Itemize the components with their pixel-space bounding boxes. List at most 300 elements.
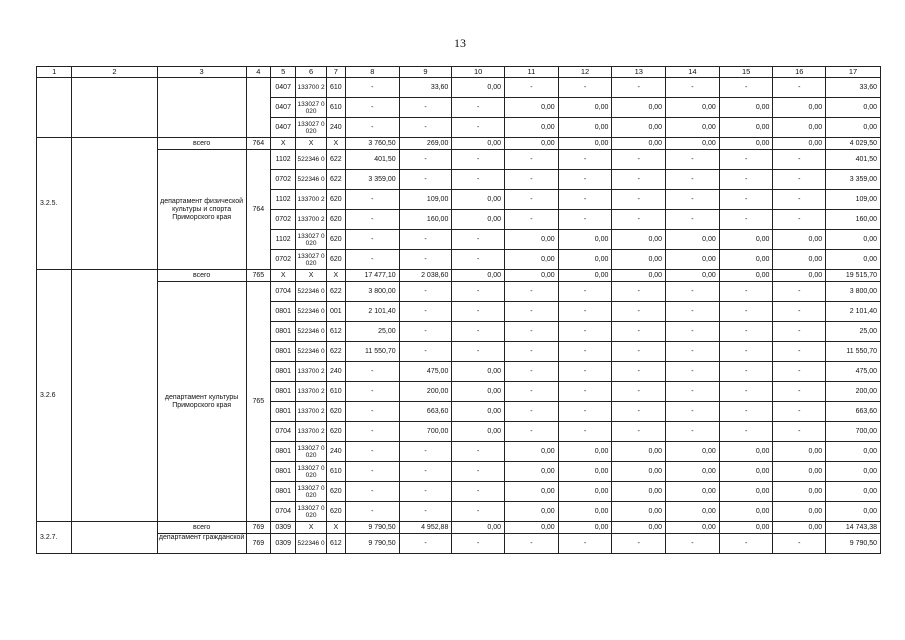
expense-type: 610 [326,382,345,402]
value-cell: - [345,190,399,210]
expense-type: 610 [326,98,345,118]
value-cell: 33,60 [399,78,452,98]
value-cell: 2 101,40 [345,302,399,322]
expense-type: 622 [326,170,345,190]
value-cell: 0,00 [612,462,666,482]
section-code: 1102 [271,150,296,170]
section-code: 0801 [271,302,296,322]
target-code: 522346 0 [296,150,326,170]
value-cell: - [719,150,773,170]
department-name: департамент физической культуры и спорта Приморского края [157,150,246,270]
total-value: 2 038,60 [399,270,452,282]
target-code: 133700 2 [296,362,326,382]
target-code: 522346 0 [296,322,326,342]
value-cell: - [345,502,399,522]
value-cell: - [612,534,666,554]
expense-type: 610 [326,78,345,98]
value-cell: - [719,210,773,230]
value-cell: 700,00 [399,422,452,442]
expense-type: 620 [326,190,345,210]
expense-type: 620 [326,482,345,502]
value-cell: 2 101,40 [826,302,881,322]
value-cell: - [773,322,826,342]
section-code: 1102 [271,190,296,210]
value-cell: - [345,402,399,422]
value-cell: 3 800,00 [826,282,881,302]
total-c7: X [326,270,345,282]
value-cell: - [666,322,720,342]
col2-empty [72,78,157,138]
value-cell: - [719,322,773,342]
value-cell: - [612,422,666,442]
value-cell: - [452,150,505,170]
value-cell: 0,00 [719,98,773,118]
value-cell: - [399,250,452,270]
target-code: 133700 2 [296,382,326,402]
value-cell: 0,00 [452,210,505,230]
section-code: 0407 [271,98,296,118]
value-cell: 0,00 [773,442,826,462]
section-code: 0801 [271,382,296,402]
item-number: 3.2.5. [37,138,72,270]
value-cell: 200,00 [399,382,452,402]
value-cell: 0,00 [612,98,666,118]
value-cell: 0,00 [826,462,881,482]
value-cell: - [719,422,773,442]
header-cell-14: 14 [666,67,720,78]
target-code: 133700 2 [296,402,326,422]
expense-type: 622 [326,342,345,362]
total-value: 19 515,70 [826,270,881,282]
value-cell: 401,50 [345,150,399,170]
value-cell: 0,00 [826,442,881,462]
value-cell: - [399,502,452,522]
total-c6: X [296,522,326,534]
col2-empty [72,522,157,554]
total-code: 765 [246,270,270,282]
value-cell: - [773,342,826,362]
page-number: 13 [454,36,466,50]
budget-table [36,66,881,554]
table-row [37,150,881,170]
value-cell: - [612,78,666,98]
value-cell: - [558,362,612,382]
value-cell: 663,60 [399,402,452,422]
total-row [37,270,881,282]
target-code: 133027 0020 [296,442,326,462]
total-value: 0,00 [666,138,720,150]
value-cell: 0,00 [558,442,612,462]
value-cell: - [505,302,559,322]
value-cell: 9 790,50 [345,534,399,554]
value-cell: - [558,190,612,210]
value-cell: 0,00 [558,482,612,502]
value-cell: - [345,422,399,442]
value-cell: 0,00 [452,190,505,210]
value-cell: 0,00 [666,98,720,118]
value-cell: 25,00 [345,322,399,342]
section-code: 0704 [271,282,296,302]
target-code: 522346 0 [296,170,326,190]
value-cell: - [719,302,773,322]
value-cell: - [452,230,505,250]
value-cell: 3 359,00 [345,170,399,190]
value-cell: 475,00 [826,362,881,382]
target-code: 522346 0 [296,302,326,322]
value-cell: - [719,382,773,402]
value-cell: 0,00 [826,482,881,502]
header-cell-9: 9 [399,67,452,78]
value-cell: - [452,502,505,522]
value-cell: - [773,78,826,98]
department-code: 765 [246,282,270,522]
value-cell: - [345,382,399,402]
target-code: 133027 0020 [296,98,326,118]
value-cell: - [505,150,559,170]
value-cell: 0,00 [773,230,826,250]
value-cell: - [773,210,826,230]
value-cell: - [773,170,826,190]
total-row [37,138,881,150]
value-cell: - [452,462,505,482]
value-cell: - [505,362,559,382]
target-code: 133700 2 [296,422,326,442]
value-cell: 0,00 [773,118,826,138]
value-cell: 0,00 [452,78,505,98]
item-number: 3.2.6 [37,270,72,522]
value-cell: 0,00 [773,462,826,482]
value-cell: 0,00 [666,462,720,482]
value-cell: - [666,342,720,362]
total-value: 9 790,50 [345,522,399,534]
value-cell: 0,00 [558,502,612,522]
total-value: 0,00 [612,138,666,150]
total-code: 764 [246,138,270,150]
value-cell: 0,00 [826,118,881,138]
value-cell: 0,00 [558,462,612,482]
section-code: 0801 [271,462,296,482]
value-cell: - [345,250,399,270]
value-cell: 11 550,70 [345,342,399,362]
value-cell: - [399,118,452,138]
value-cell: 401,50 [826,150,881,170]
value-cell: - [452,322,505,342]
value-cell: - [345,230,399,250]
value-cell: 0,00 [612,230,666,250]
value-cell: 0,00 [612,442,666,462]
value-cell: - [666,210,720,230]
value-cell: 109,00 [826,190,881,210]
header-cell-13: 13 [612,67,666,78]
value-cell: 0,00 [719,462,773,482]
value-cell: 9 790,50 [826,534,881,554]
expense-type: 240 [326,442,345,462]
total-value: 4 029,50 [826,138,881,150]
value-cell: - [773,382,826,402]
department-code: 769 [246,534,270,554]
total-value: 0,00 [505,138,559,150]
value-cell: - [505,382,559,402]
value-cell: - [773,534,826,554]
value-cell: - [773,402,826,422]
value-cell: - [612,282,666,302]
value-cell: - [666,78,720,98]
value-cell: - [399,150,452,170]
total-value: 0,00 [719,270,773,282]
value-cell: 0,00 [612,502,666,522]
value-cell: 200,00 [826,382,881,402]
total-value: 0,00 [666,522,720,534]
section-code: 0407 [271,78,296,98]
total-value: 0,00 [773,270,826,282]
value-cell: - [612,322,666,342]
value-cell: 0,00 [612,118,666,138]
header-cell-16: 16 [773,67,826,78]
value-cell: 0,00 [719,118,773,138]
value-cell: - [773,302,826,322]
total-value: 0,00 [612,522,666,534]
value-cell: - [345,98,399,118]
value-cell: - [666,282,720,302]
value-cell: 0,00 [558,250,612,270]
expense-type: 622 [326,150,345,170]
value-cell: - [558,382,612,402]
target-code: 133027 0020 [296,118,326,138]
total-c5: X [271,270,296,282]
value-cell: - [612,342,666,362]
value-cell: 0,00 [666,250,720,270]
value-cell: - [345,210,399,230]
value-cell: 0,00 [719,502,773,522]
value-cell: 0,00 [612,482,666,502]
total-code: 769 [246,522,270,534]
value-cell: - [719,282,773,302]
value-cell: - [505,322,559,342]
value-cell: 25,00 [826,322,881,342]
value-cell: - [666,170,720,190]
value-cell: - [558,402,612,422]
section-code: 0801 [271,442,296,462]
total-value: 0,00 [773,138,826,150]
section-code: 0801 [271,342,296,362]
header-row [37,67,881,78]
value-cell: - [719,78,773,98]
total-c5: 0309 [271,522,296,534]
value-cell: - [612,362,666,382]
value-cell: 475,00 [399,362,452,382]
value-cell: - [399,482,452,502]
header-cell-12: 12 [558,67,612,78]
table-row [37,534,881,554]
value-cell: 0,00 [505,118,559,138]
total-value: 0,00 [452,138,505,150]
total-value: 0,00 [505,270,559,282]
total-value: 0,00 [452,270,505,282]
header-cell-7: 7 [326,67,345,78]
header-cell-17: 17 [826,67,881,78]
expense-type: 620 [326,230,345,250]
value-cell: 3 359,00 [826,170,881,190]
value-cell: - [399,462,452,482]
value-cell: - [666,190,720,210]
value-cell: - [452,534,505,554]
total-value: 0,00 [719,138,773,150]
value-cell: 0,00 [558,98,612,118]
value-cell: - [399,98,452,118]
value-cell: - [452,170,505,190]
section-code: 0801 [271,322,296,342]
table-row [37,282,881,302]
value-cell: - [452,442,505,462]
value-cell: - [399,322,452,342]
value-cell: - [558,78,612,98]
value-cell: 0,00 [505,482,559,502]
value-cell: - [345,482,399,502]
target-code: 522346 0 [296,342,326,362]
value-cell: 3 800,00 [345,282,399,302]
section-code: 0702 [271,170,296,190]
value-cell: - [558,302,612,322]
value-cell: - [558,422,612,442]
value-cell: - [666,382,720,402]
value-cell: - [612,190,666,210]
value-cell: - [773,150,826,170]
value-cell: - [558,534,612,554]
value-cell: - [452,282,505,302]
value-cell: - [773,282,826,302]
value-cell: - [505,402,559,422]
value-cell: - [666,534,720,554]
value-cell: 0,00 [773,250,826,270]
target-code: 133700 2 [296,210,326,230]
department-code: 764 [246,150,270,270]
value-cell: 0,00 [719,230,773,250]
target-code: 133700 2 [296,190,326,210]
value-cell: 0,00 [558,118,612,138]
value-cell: 0,00 [452,402,505,422]
value-cell: - [558,210,612,230]
value-cell: - [452,342,505,362]
value-cell: 0,00 [666,118,720,138]
value-cell: 0,00 [505,462,559,482]
expense-type: 620 [326,250,345,270]
header-cell-4: 4 [246,67,270,78]
value-cell: - [505,170,559,190]
value-cell: - [399,302,452,322]
total-c6: X [296,270,326,282]
header-cell-15: 15 [719,67,773,78]
section-code: 0407 [271,118,296,138]
value-cell: 0,00 [773,502,826,522]
expense-type: 620 [326,210,345,230]
value-cell: - [719,402,773,422]
value-cell: - [612,302,666,322]
value-cell: 0,00 [505,230,559,250]
total-value: 0,00 [505,522,559,534]
target-code: 522346 0 [296,534,326,554]
total-value: 0,00 [612,270,666,282]
section-code: 0801 [271,402,296,422]
target-code: 133027 0020 [296,462,326,482]
value-cell: 700,00 [826,422,881,442]
value-cell: - [558,322,612,342]
total-label: всего [157,522,246,534]
value-cell: 0,00 [666,442,720,462]
header-cell-2: 2 [72,67,157,78]
value-cell: - [505,210,559,230]
total-value: 4 952,88 [399,522,452,534]
total-label: всего [157,138,246,150]
target-code: 133027 0020 [296,482,326,502]
value-cell: - [345,462,399,482]
value-cell: - [612,210,666,230]
total-c5: X [271,138,296,150]
value-cell: - [773,190,826,210]
value-cell: 0,00 [452,382,505,402]
value-cell: - [452,118,505,138]
expense-type: 240 [326,118,345,138]
section-code: 0309 [271,534,296,554]
total-value: 0,00 [558,138,612,150]
value-cell: 0,00 [826,98,881,118]
expense-type: 612 [326,322,345,342]
value-cell: 0,00 [666,230,720,250]
value-cell: 0,00 [505,442,559,462]
value-cell: - [452,98,505,118]
value-cell: 0,00 [666,502,720,522]
value-cell: - [666,422,720,442]
header-cell-5: 5 [271,67,296,78]
value-cell: - [612,170,666,190]
col3-empty [157,78,246,138]
section-code: 1102 [271,230,296,250]
header-cell-8: 8 [345,67,399,78]
header-cell-1: 1 [37,67,72,78]
value-cell: - [399,342,452,362]
value-cell: 0,00 [612,250,666,270]
value-cell: - [612,402,666,422]
target-code: 133700 2 [296,78,326,98]
value-cell: - [399,170,452,190]
expense-type: 612 [326,534,345,554]
value-cell: 0,00 [505,98,559,118]
expense-type: 001 [326,302,345,322]
value-cell: - [719,534,773,554]
value-cell: - [719,170,773,190]
value-cell: 160,00 [826,210,881,230]
value-cell: - [666,150,720,170]
value-cell: 0,00 [719,482,773,502]
expense-type: 620 [326,422,345,442]
col2-empty [72,138,157,270]
value-cell: - [558,282,612,302]
value-cell: 0,00 [558,230,612,250]
header-cell-11: 11 [505,67,559,78]
value-cell: - [719,190,773,210]
value-cell: 0,00 [666,482,720,502]
value-cell: 11 550,70 [826,342,881,362]
value-cell: - [558,150,612,170]
value-cell: - [505,78,559,98]
value-cell: 0,00 [826,230,881,250]
total-value: 0,00 [452,522,505,534]
col1-empty [37,78,72,138]
value-cell: - [666,302,720,322]
value-cell: - [558,342,612,362]
value-cell: - [345,362,399,382]
value-cell: 109,00 [399,190,452,210]
total-value: 14 743,38 [826,522,881,534]
